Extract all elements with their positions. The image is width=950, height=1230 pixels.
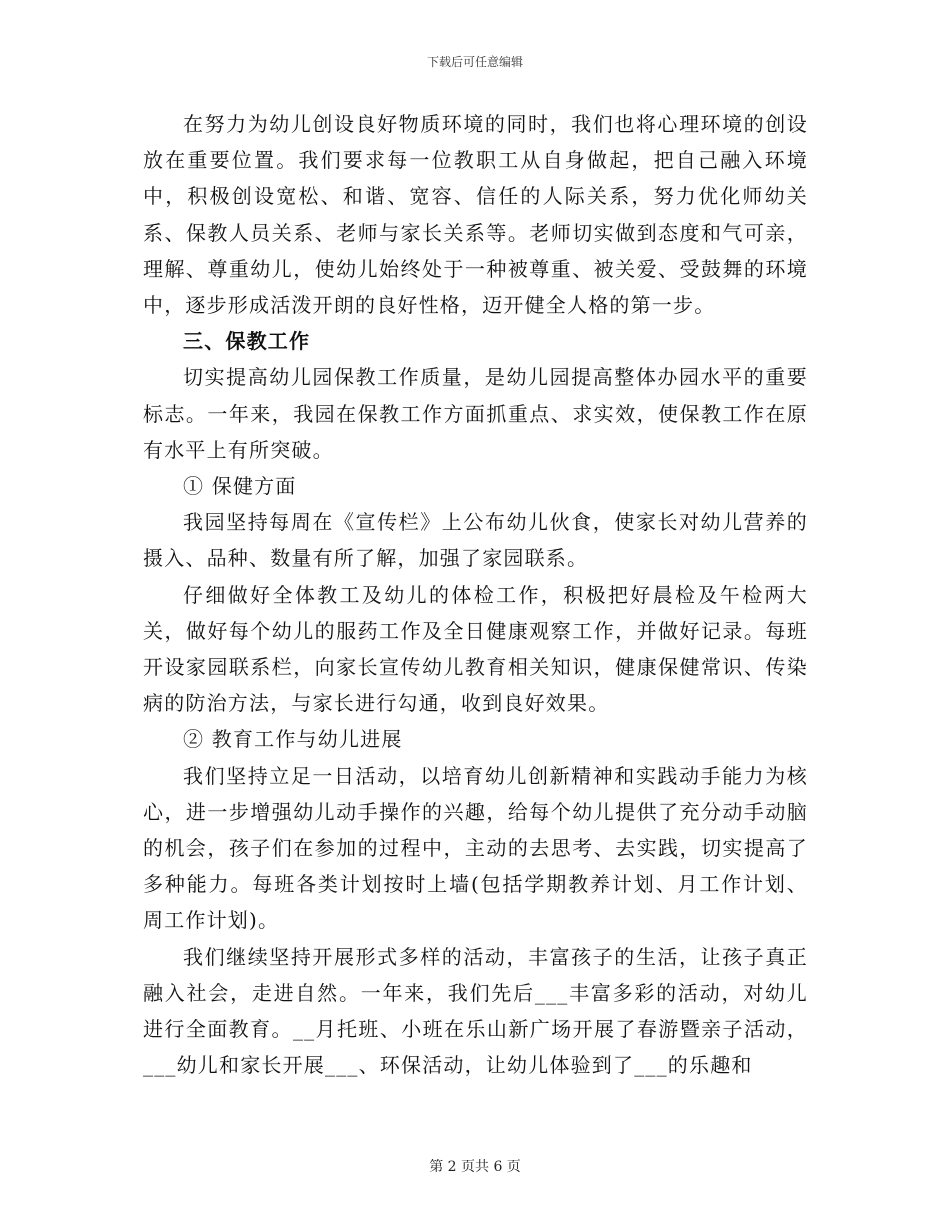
paragraph-care-quality: 切实提高幼儿园保教工作质量，是幼儿园提高整体办园水平的重要标志。一年来，我园在保教工作方面抓重点、求实效，使保教工作在原有水平上有所突破。 <box>143 365 808 462</box>
paragraph-weekly-menu: 我园坚持每周在《宣传栏》上公布幼儿伙食，使家长对幼儿营养的摄入、品种、数量有所了解，加强了家园联系。 <box>143 510 808 571</box>
subheading-health-care: ① 保健方面 <box>183 474 297 499</box>
paragraph-health-checks: 仔细做好全体教工及幼儿的体检工作，积极把好晨检及午检两大关，做好每个幼儿的服药工作及全日健康观察工作，并做好记录。每班开设家园联系栏，向家长宣传幼儿教育相关知识，健康保健常识、传染病的防治方法，与家长进行勾通，收到良好效果。 <box>143 582 808 716</box>
subheading-education-development: ② 教育工作与幼儿进展 <box>183 727 403 752</box>
paragraph-varied-activities: 我们继续坚持开展形式多样的活动，丰富孩子的生活，让孩子真正融入社会，走进自然。一年来，我们先后___丰富多彩的活动，对幼儿进行全面教育。__月托班、小班在乐山新广场开展了春游暨亲子活动，___幼儿和家长开展___、环保活动，让幼儿体验到了___的乐趣和 <box>143 944 808 1078</box>
page-header: 下载后可任意编辑 <box>426 55 523 69</box>
section-heading-care-education: 三、保教工作 <box>183 329 311 354</box>
paragraph-psychological-environment: 在努力为幼儿创设良好物质环境的同时，我们也将心理环境的创设放在重要位置。我们要求每一位教职工从自身做起，把自己融入环境中，积极创设宽松、和谐、宽容、信任的人际关系，努力优化师幼关系、保教人员关系、老师与家长关系等。老师切实做到态度和气可亲，理解、尊重幼儿，使幼儿始终处于一种被尊重、被关爱、受鼓舞的环境中，逐步形成活泼开朗的良好性格，迈开健全人格的第一步。 <box>143 112 808 318</box>
document-body <box>143 106 808 1083</box>
page-number-footer: 第 2 页共 6 页 <box>429 1159 521 1175</box>
paragraph-daily-activities: 我们坚持立足一日活动，以培育幼儿创新精神和实践动手能力为核心，进一步增强幼儿动手操作的兴趣，给每个幼儿提供了充分动手动脑的机会，孩子们在参加的过程中，主动的去思考、去实践，切实提高了多种能力。每班各类计划按时上墙(包括学期教养计划、月工作计划、周工作计划)。 <box>143 763 808 933</box>
